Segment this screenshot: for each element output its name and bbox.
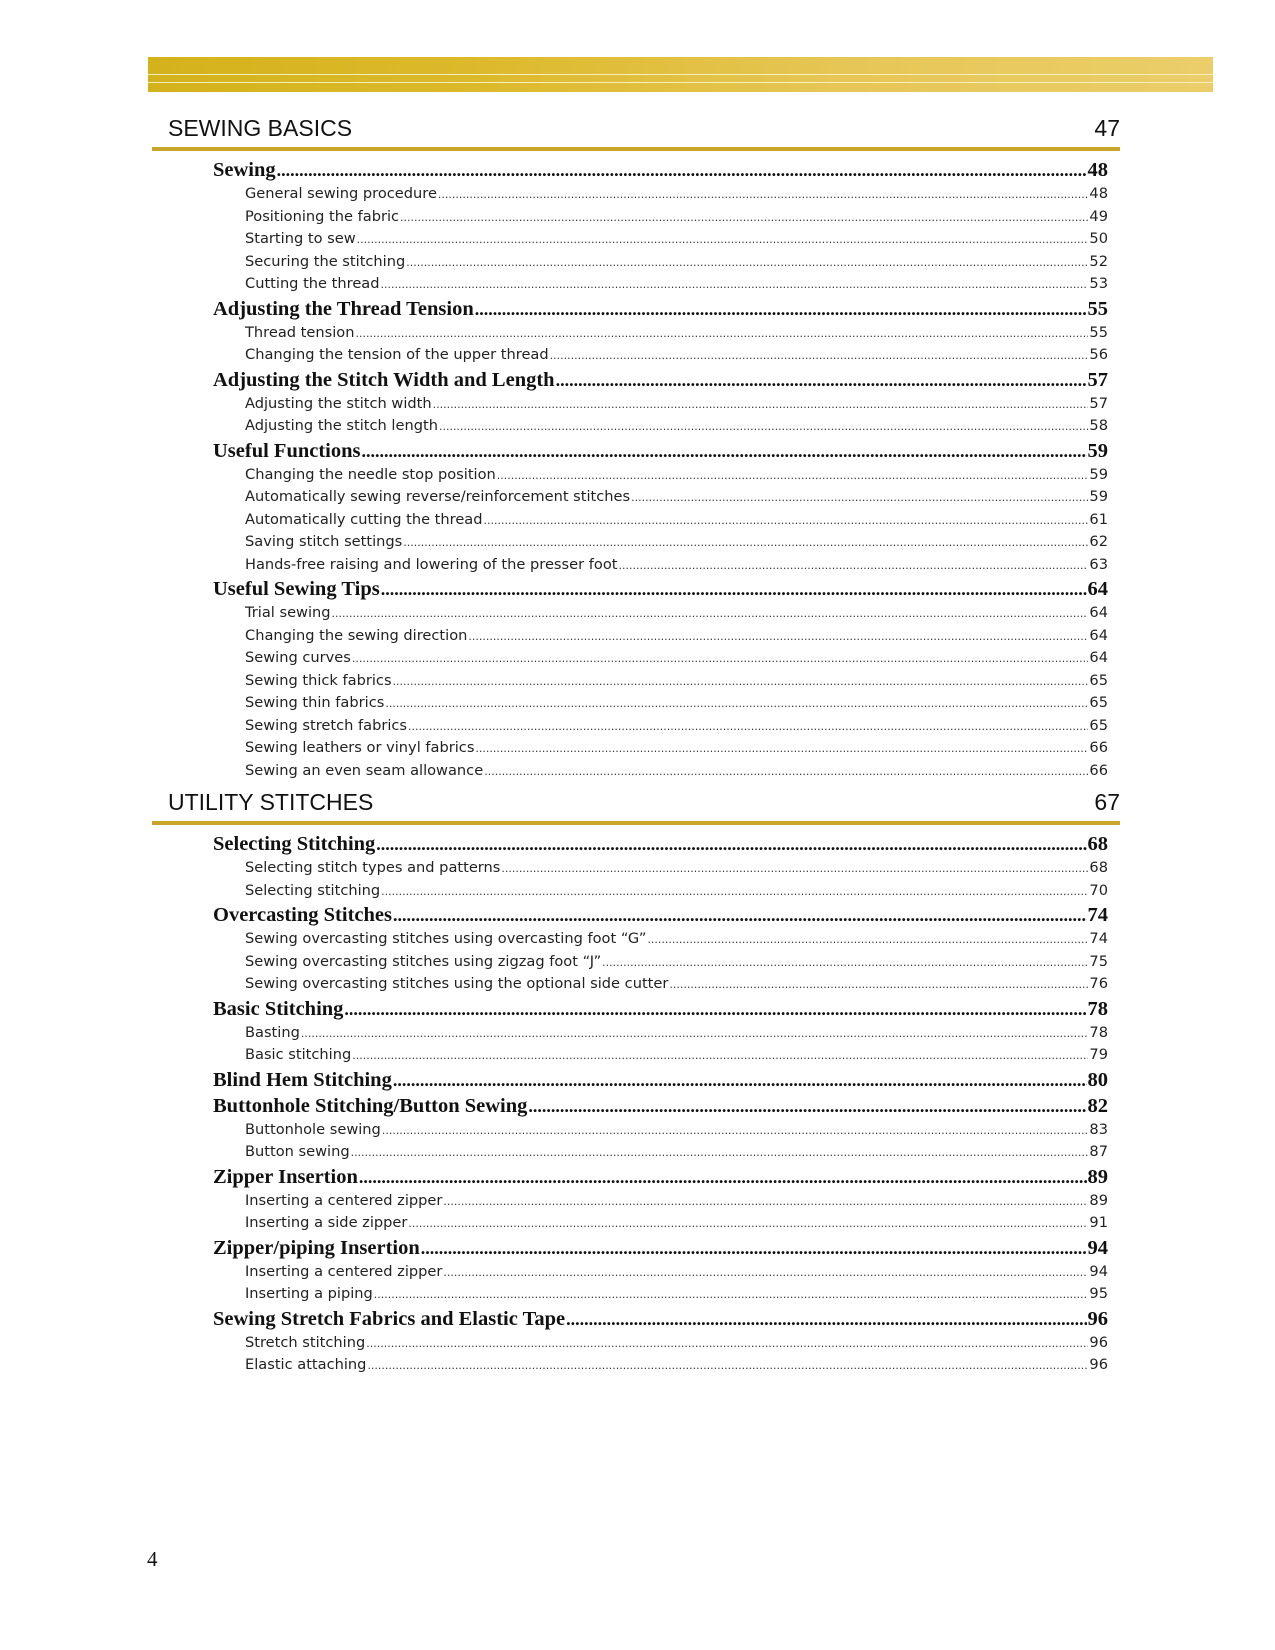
header-band-line [148,82,1213,83]
dot-leader [393,671,1089,694]
dot-leader [484,761,1088,784]
toc-heading-entry[interactable] [213,996,1108,1022]
toc-entry-page: 76 [1089,975,1108,992]
dot-leader [352,648,1089,671]
toc-entry-page: 53 [1089,275,1108,292]
toc-entry-page: 82 [1087,1094,1108,1117]
toc-entry-page: 61 [1089,510,1108,528]
toc-entry-title: Adjusting the Stitch Width and Length [213,368,555,391]
toc-subentry[interactable] [213,228,1108,251]
toc-heading-entry[interactable] [213,157,1108,183]
toc-entry-title: Sewing an even seam allowance [245,761,484,779]
dot-leader [376,831,1086,857]
toc-entry-title: Elastic attaching [245,1356,367,1373]
toc-subentry[interactable] [213,670,1108,693]
toc-subentry[interactable] [213,692,1108,715]
toc-entry-title: Sewing curves [245,649,351,666]
toc-entry-title: Basic Stitching [213,997,344,1020]
section-title: SEWING BASICS [168,115,353,141]
toc-entry-page: 48 [1087,159,1108,181]
section-page: 67 [1094,789,1120,815]
dot-leader [344,996,1086,1022]
toc-entry-title: Adjusting the stitch length [245,417,438,434]
toc-subentry[interactable] [213,1212,1108,1235]
dot-leader [439,416,1088,439]
toc-entry-page: 96 [1087,1307,1108,1330]
toc-entry-page: 55 [1087,297,1108,320]
toc-subentry[interactable] [213,1190,1108,1213]
dot-leader [382,1120,1089,1143]
toc-entry-title: Trial sewing [245,604,331,621]
toc-entry-page: 96 [1089,1333,1108,1351]
toc-subentry[interactable] [213,737,1108,760]
toc-entry-title: Sewing thin fabrics [245,694,385,711]
toc-subentry[interactable] [213,857,1108,880]
page-number: 4 [147,1547,158,1571]
toc-subentry[interactable] [213,531,1108,554]
toc-subentry[interactable] [213,509,1108,532]
dot-leader [357,229,1089,252]
toc-subentry[interactable] [213,1332,1108,1355]
toc-subentry[interactable] [213,973,1108,996]
dot-leader [400,207,1088,230]
dot-leader [362,438,1087,464]
toc-entry-page: 56 [1089,346,1108,363]
toc-entry-title: Button sewing [245,1143,350,1160]
dot-leader [443,1191,1088,1214]
toc-subentry[interactable] [213,273,1108,296]
toc-entry-page: 74 [1089,930,1108,947]
toc-entry-page: 48 [1089,185,1108,202]
toc-entry-title: Selecting stitch types and patterns [245,859,501,876]
toc-entry-page: 52 [1089,252,1108,270]
toc-entry-page: 68 [1089,859,1108,876]
toc-subentry[interactable] [213,322,1108,345]
dot-leader [556,367,1087,393]
toc-entry-page: 87 [1089,1143,1108,1160]
dot-leader [277,157,1087,183]
dot-leader [438,184,1089,207]
toc-entry-page: 49 [1089,207,1108,225]
toc-entry-page: 64 [1089,626,1108,644]
toc-entry-title: General sewing procedure [245,185,437,202]
dot-leader [647,929,1088,952]
toc-entry-list [213,831,1108,1377]
toc-entry-title: Saving stitch settings [245,533,403,550]
toc-entry-page: 78 [1087,997,1108,1020]
dot-leader [351,1142,1089,1165]
toc-entry-title: Stretch stitching [245,1333,366,1351]
toc-subentry[interactable] [213,1022,1108,1045]
dot-leader [367,1355,1088,1378]
toc-subentry[interactable] [213,647,1108,670]
dot-leader [550,345,1089,368]
toc-entry-page: 62 [1089,533,1108,550]
dot-leader [484,510,1089,533]
toc-subentry[interactable] [213,251,1108,274]
dot-leader [501,858,1088,881]
toc-entry-title: Automatically sewing reverse/reinforcement stitches [245,488,631,505]
toc-entry-page: 50 [1089,230,1108,247]
toc-subentry[interactable] [213,602,1108,625]
toc-entry-title: Useful Sewing Tips [213,578,380,600]
dot-leader [475,738,1088,761]
dot-leader [381,881,1088,904]
toc-entry-page: 91 [1089,1214,1108,1231]
toc-entry-title: Selecting stitching [245,881,381,899]
toc-entry-title: Sewing overcasting stitches using zigzag foot “J” [245,952,602,970]
toc-subentry[interactable] [213,183,1108,206]
dot-leader [408,716,1088,739]
dot-leader [566,1306,1086,1332]
dot-leader [631,487,1088,510]
dot-leader [602,952,1088,975]
toc-entry-title: Inserting a centered zipper [245,1262,443,1280]
section-header [168,112,1120,147]
toc-entry-page: 59 [1087,439,1108,462]
toc-entry-page: 64 [1089,649,1108,666]
toc-entry-title: Securing the stitching [245,252,406,270]
dot-leader [443,1262,1088,1285]
toc-entry-title: Useful Functions [213,439,361,462]
toc-heading-entry[interactable] [213,902,1108,928]
toc-entry-page: 89 [1087,1165,1108,1188]
toc-subentry[interactable] [213,344,1108,367]
dot-leader [618,555,1088,578]
dot-leader [393,902,1087,928]
toc-entry-title: Starting to sew [245,230,356,247]
dot-leader [393,1067,1087,1093]
dot-leader [374,1284,1089,1307]
toc-entry-title: Cutting the thread [245,275,380,292]
toc-entry-title: Sewing thick fabrics [245,671,392,689]
toc-entry-title: Positioning the fabric [245,207,400,225]
toc-entry-page: 66 [1089,739,1108,756]
toc-entry-page: 65 [1089,694,1108,711]
toc-entry-page: 68 [1087,833,1108,855]
toc-heading-entry[interactable] [213,1067,1108,1093]
toc-entry-title: Zipper/piping Insertion [213,1236,420,1259]
toc-entry-page: 70 [1089,881,1108,899]
toc-entry-page: 75 [1089,952,1108,970]
toc-entry-page: 89 [1089,1191,1108,1209]
toc-entry-title: Hands-free raising and lowering of the presser foot [245,555,618,573]
toc-subentry[interactable] [213,1261,1108,1284]
toc-entry-title: Zipper Insertion [213,1165,358,1188]
toc-entry-title: Sewing leathers or vinyl fabrics [245,739,475,756]
toc-entry-page: 95 [1089,1285,1108,1302]
toc-entry-page: 57 [1087,368,1108,391]
toc-entry-page: 64 [1089,604,1108,621]
section-header [168,786,1120,821]
toc-subentry[interactable] [213,464,1108,487]
toc-entry-page: 59 [1089,465,1108,483]
dot-leader [355,323,1088,346]
toc-subentry[interactable] [213,393,1108,416]
dot-leader [528,1093,1086,1119]
dot-leader [381,576,1087,602]
toc-entry-title: Inserting a centered zipper [245,1191,443,1209]
section-rule [152,147,1120,151]
dot-leader [366,1333,1088,1356]
toc-heading-entry[interactable] [213,1164,1108,1190]
dot-leader [406,252,1088,275]
toc-entry-page: 79 [1089,1046,1108,1063]
toc-heading-entry[interactable] [213,438,1108,464]
toc-entry-page: 83 [1089,1120,1108,1138]
header-band [148,57,1213,92]
toc-entry-title: Sewing Stretch Fabrics and Elastic Tape [213,1307,566,1330]
section-rule [152,821,1120,825]
toc-subentry[interactable] [213,1044,1108,1067]
toc-entry-page: 74 [1087,904,1108,926]
toc-entry-title: Buttonhole sewing [245,1120,381,1138]
toc-entry-title: Buttonhole Stitching/Button Sewing [213,1094,528,1117]
dot-leader [385,693,1088,716]
toc-subentry[interactable] [213,1141,1108,1164]
toc-entry-page: 59 [1089,488,1108,505]
toc-entry-page: 94 [1087,1236,1108,1259]
dot-leader [408,1213,1088,1236]
toc-entry-title: Sewing overcasting stitches using the optional side cutter [245,975,669,992]
toc-entry-title: Changing the tension of the upper thread [245,346,549,363]
toc-subentry[interactable] [213,1354,1108,1377]
toc-entry-page: 64 [1087,578,1108,600]
toc-heading-entry[interactable] [213,1306,1108,1332]
toc-entry-title: Inserting a side zipper [245,1214,408,1231]
toc-heading-entry[interactable] [213,576,1108,602]
toc-subentry[interactable] [213,206,1108,229]
toc-entry-page: 63 [1089,555,1108,573]
dot-leader [352,1045,1088,1068]
dot-leader [497,465,1089,488]
toc-entry-page: 80 [1087,1068,1108,1091]
toc-entry-title: Adjusting the Thread Tension [213,297,474,320]
toc-entry-page: 55 [1089,323,1108,341]
toc-entry-title: Sewing overcasting stitches using overcasting foot “G” [245,930,647,947]
toc-entry-title: Selecting Stitching [213,833,376,855]
toc-entry-title: Adjusting the stitch width [245,394,432,412]
toc-subentry[interactable] [213,1119,1108,1142]
toc-subentry[interactable] [213,625,1108,648]
toc-subentry[interactable] [213,951,1108,974]
toc-entry-title: Blind Hem Stitching [213,1068,392,1091]
toc-entry-title: Overcasting Stitches [213,904,392,926]
toc-subentry[interactable] [213,1283,1108,1306]
dot-leader [403,532,1088,555]
toc-section-sewing-basics [168,112,1120,782]
toc-subentry[interactable] [213,486,1108,509]
dot-leader [381,274,1089,297]
dot-leader [468,626,1088,649]
toc-entry-title: Automatically cutting the thread [245,510,483,528]
toc-heading-entry[interactable] [213,831,1108,857]
toc-entry-title: Sewing [213,159,276,181]
toc-entry-page: 78 [1089,1023,1108,1041]
toc-entry-page: 66 [1089,761,1108,779]
toc-entry-page: 57 [1089,394,1108,412]
dot-leader [669,974,1088,997]
toc-subentry[interactable] [213,760,1108,783]
toc-entry-page: 65 [1089,716,1108,734]
toc-subentry[interactable] [213,554,1108,577]
toc-entry-list [213,157,1108,782]
toc-entry-page: 65 [1089,671,1108,689]
section-page: 47 [1094,115,1120,141]
toc-subentry[interactable] [213,415,1108,438]
toc-entry-title: Basic stitching [245,1046,352,1063]
dot-leader [421,1235,1087,1261]
toc-entry-page: 94 [1089,1262,1108,1280]
dot-leader [301,1023,1089,1046]
dot-leader [475,296,1087,322]
toc-entry-page: 58 [1089,417,1108,434]
toc-heading-entry[interactable] [213,1235,1108,1261]
dot-leader [359,1164,1087,1190]
toc-entry-page: 96 [1089,1356,1108,1373]
toc-subentry[interactable] [213,880,1108,903]
header-band-line [148,74,1213,75]
toc-heading-entry[interactable] [213,296,1108,322]
dot-leader [332,603,1089,626]
toc-heading-entry[interactable] [213,367,1108,393]
toc-entry-title: Inserting a piping [245,1285,373,1302]
section-title: UTILITY STITCHES [168,789,374,815]
toc-entry-title: Sewing stretch fabrics [245,716,408,734]
toc-entry-title: Changing the needle stop position [245,465,496,483]
toc-entry-title: Basting [245,1023,300,1041]
toc-section-utility-stitches [168,786,1120,1377]
toc-entry-title: Thread tension [245,323,355,341]
toc-subentry[interactable] [213,715,1108,738]
dot-leader [433,394,1089,417]
toc-entry-title: Changing the sewing direction [245,626,468,644]
toc-subentry[interactable] [213,928,1108,951]
toc-heading-entry[interactable] [213,1093,1108,1119]
